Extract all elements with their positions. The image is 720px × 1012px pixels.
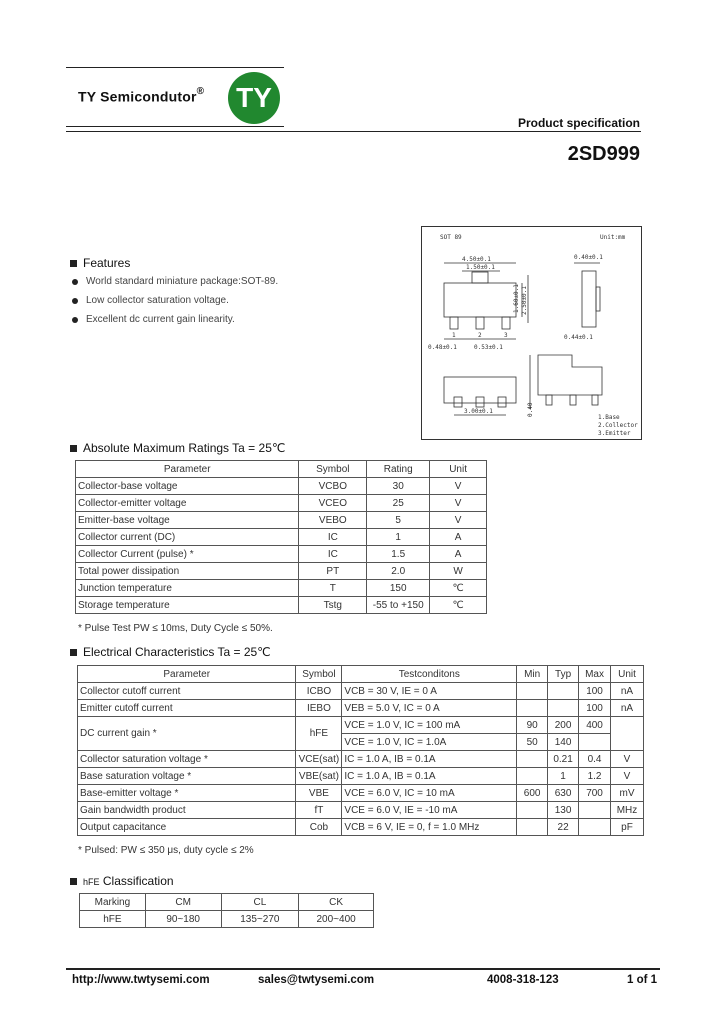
table-cell: 600 [517, 785, 548, 802]
table-header-row [76, 461, 487, 478]
table-cell: 0.21 [548, 751, 579, 768]
company-logo [228, 72, 280, 124]
dim-label: 2.50±0.1 [521, 286, 528, 315]
column-header: Typ [548, 666, 579, 683]
table-cell [517, 700, 548, 717]
column-header: CK [299, 894, 374, 911]
table-cell [517, 802, 548, 819]
feature-text: Low collector saturation voltage. [86, 295, 229, 306]
abs-max-table [75, 460, 487, 614]
table-cell: IC [299, 529, 367, 546]
table-cell [611, 717, 644, 751]
table-cell: ICBO [296, 683, 342, 700]
table-row [80, 911, 374, 928]
table-cell [548, 700, 579, 717]
table-row [78, 819, 644, 836]
table-row [76, 563, 487, 580]
table-cell: VEBO [299, 512, 367, 529]
table-cell: Junction temperature [76, 580, 299, 597]
table-cell: MHz [611, 802, 644, 819]
table-cell: PT [299, 563, 367, 580]
table-cell: Tstg [299, 597, 367, 614]
dim-label: 0.40 [527, 402, 534, 417]
bullet-icon [72, 279, 78, 285]
table-row [78, 683, 644, 700]
table-cell: A [430, 529, 487, 546]
table-cell: 200 [548, 717, 579, 734]
table-cell: T [299, 580, 367, 597]
table-cell: Gain bandwidth product [78, 802, 296, 819]
table-cell: 5 [367, 512, 430, 529]
table-cell: IC [299, 546, 367, 563]
table-cell: 100 [579, 700, 611, 717]
package-name: SOT 89 [440, 234, 462, 241]
table-row [78, 717, 644, 734]
table-cell: V [611, 751, 644, 768]
page-number: 1 of 1 [627, 974, 658, 986]
table-cell: pF [611, 819, 644, 836]
table-row [76, 478, 487, 495]
table-cell: DC current gain * [78, 717, 296, 751]
hfe-title-prefix: hFE [83, 877, 100, 887]
column-header: CL [221, 894, 299, 911]
table-cell: 30 [367, 478, 430, 495]
package-unit: Unit:mm [600, 234, 626, 241]
header-top-rule [66, 67, 284, 68]
table-cell: VBE [296, 785, 342, 802]
square-bullet-icon [70, 878, 77, 885]
table-cell: 2.0 [367, 563, 430, 580]
company-name-text: TY Semicondutor [78, 88, 197, 105]
table-row [76, 495, 487, 512]
table-cell: mV [611, 785, 644, 802]
table-header-row [78, 666, 644, 683]
table-cell: Emitter-base voltage [76, 512, 299, 529]
table-cell: Collector saturation voltage * [78, 751, 296, 768]
table-cell: Cob [296, 819, 342, 836]
table-cell: 1.2 [579, 768, 611, 785]
table-cell: Total power dissipation [76, 563, 299, 580]
table-row [76, 546, 487, 563]
table-cell: Collector-emitter voltage [76, 495, 299, 512]
product-spec-label: Product specification [517, 116, 640, 130]
package-outline-svg [422, 227, 643, 441]
table-cell: VCEO [299, 495, 367, 512]
hfe-title-wrap [83, 874, 174, 888]
table-cell: VCE = 1.0 V, IC = 100 mA [342, 717, 517, 734]
pin-label: 2.Collector [598, 422, 638, 429]
registered-mark: ® [196, 86, 205, 97]
table-cell [517, 751, 548, 768]
table-cell: 135~270 [221, 911, 299, 928]
table-row [78, 751, 644, 768]
table-cell: hFE [296, 717, 342, 751]
table-cell: 1.5 [367, 546, 430, 563]
table-cell: 50 [517, 734, 548, 751]
table-row [76, 580, 487, 597]
table-cell: 150 [367, 580, 430, 597]
abs-max-note: * Pulse Test PW ≤ 10ms, Duty Cycle ≤ 50%. [78, 623, 273, 634]
table-cell: -55 to +150 [367, 597, 430, 614]
square-bullet-icon [70, 445, 77, 452]
table-cell: 22 [548, 819, 579, 836]
table-cell: 630 [548, 785, 579, 802]
table-cell: 0.4 [579, 751, 611, 768]
abs-max-title: Absolute Maximum Ratings Ta = 25℃ [83, 441, 286, 455]
table-cell: Collector cutoff current [78, 683, 296, 700]
table-row [78, 768, 644, 785]
table-cell: IEBO [296, 700, 342, 717]
elec-char-table [77, 665, 644, 836]
elec-heading [70, 645, 271, 659]
column-header: Unit [430, 461, 487, 478]
table-cell: VCB = 30 V, IE = 0 A [342, 683, 517, 700]
bullet-icon [72, 298, 78, 304]
pin-label: 3.Emitter [598, 430, 631, 437]
column-header: Rating [367, 461, 430, 478]
elec-title: Electrical Characteristics Ta = 25℃ [83, 645, 271, 659]
dim-label: 0.44±0.1 [564, 334, 593, 341]
table-cell: Collector current (DC) [76, 529, 299, 546]
table-cell: 1 [367, 529, 430, 546]
email-link[interactable]: sales@twtysemi.com [258, 974, 375, 986]
bullet-icon [72, 317, 78, 323]
table-cell: VCE = 6.0 V, IE = -10 mA [342, 802, 517, 819]
table-cell: V [611, 768, 644, 785]
dim-label: 0.48±0.1 [428, 344, 457, 351]
table-cell [548, 683, 579, 700]
table-cell: ℃ [430, 580, 487, 597]
table-cell: 25 [367, 495, 430, 512]
table-cell: Base saturation voltage * [78, 768, 296, 785]
table-cell: 700 [579, 785, 611, 802]
column-header: Unit [611, 666, 644, 683]
table-row [76, 529, 487, 546]
pin-label: 1.Base [598, 414, 620, 421]
pin-number: 2 [478, 332, 482, 339]
table-cell: fT [296, 802, 342, 819]
table-row [78, 802, 644, 819]
column-header: Testconditons [342, 666, 517, 683]
column-header: Symbol [296, 666, 342, 683]
company-name [78, 88, 204, 105]
table-cell: 400 [579, 717, 611, 734]
table-cell: Emitter cutoff current [78, 700, 296, 717]
column-header: Parameter [76, 461, 299, 478]
table-cell: 90~180 [145, 911, 221, 928]
square-bullet-icon [70, 260, 77, 267]
table-cell: ℃ [430, 597, 487, 614]
table-cell: Output capacitance [78, 819, 296, 836]
table-cell: A [430, 546, 487, 563]
dim-label: 1.50±0.1 [466, 264, 495, 271]
column-header: CM [145, 894, 221, 911]
package-side-view [582, 271, 596, 327]
feature-item [72, 295, 229, 306]
table-cell [579, 802, 611, 819]
table-header-row [80, 894, 374, 911]
table-row [78, 700, 644, 717]
lead-3 [502, 317, 510, 329]
table-row [76, 512, 487, 529]
table-cell: VEB = 5.0 V, IC = 0 A [342, 700, 517, 717]
table-cell: IC = 1.0 A, IB = 0.1A [342, 751, 517, 768]
table-cell: 100 [579, 683, 611, 700]
table-cell: Storage temperature [76, 597, 299, 614]
table-cell [517, 768, 548, 785]
package-body-bottom-view [444, 377, 516, 403]
table-row [78, 785, 644, 802]
table-cell: 130 [548, 802, 579, 819]
feature-item [72, 314, 235, 325]
table-cell: V [430, 495, 487, 512]
table-cell: VCE = 6.0 V, IC = 10 mA [342, 785, 517, 802]
hfe-heading [70, 874, 174, 888]
footer-rule [66, 968, 660, 970]
table-cell: hFE [80, 911, 146, 928]
dim-label: 3.00±0.1 [464, 408, 493, 415]
dim-label: 0.40±0.1 [574, 254, 603, 261]
column-header: Min [517, 666, 548, 683]
header-bottom-rule [66, 126, 284, 127]
column-header: Parameter [78, 666, 296, 683]
table-cell [579, 734, 611, 751]
dim-label: 1.60±0.1 [513, 284, 520, 313]
lead-2 [476, 317, 484, 329]
phone-number: 4008-318-123 [487, 974, 559, 986]
table-cell: 90 [517, 717, 548, 734]
pinout-body [538, 355, 602, 395]
dim-label: 4.50±0.1 [462, 256, 491, 263]
table-cell: VCE = 1.0 V, IC = 1.0A [342, 734, 517, 751]
table-cell: nA [611, 683, 644, 700]
abs-max-heading [70, 441, 285, 455]
column-header: Max [579, 666, 611, 683]
features-title: Features [83, 256, 131, 270]
feature-text: Excellent dc current gain linearity. [86, 314, 235, 325]
package-drawing [421, 226, 642, 440]
package-body-top-view [444, 283, 516, 317]
table-row [76, 597, 487, 614]
table-cell [579, 819, 611, 836]
logo-text: TY [236, 82, 272, 113]
hfe-table [79, 893, 374, 928]
table-cell: IC = 1.0 A, IB = 0.1A [342, 768, 517, 785]
website-link[interactable]: http://www.twtysemi.com [72, 974, 210, 986]
table-cell: VBE(sat) [296, 768, 342, 785]
table-cell: VCB = 6 V, IE = 0, f = 1.0 MHz [342, 819, 517, 836]
table-cell: 1 [548, 768, 579, 785]
table-cell: V [430, 478, 487, 495]
table-cell [517, 819, 548, 836]
features-heading [70, 256, 130, 270]
elec-note: * Pulsed: PW ≤ 350 μs, duty cycle ≤ 2% [78, 845, 254, 856]
pin-number: 3 [504, 332, 508, 339]
column-header: Marking [80, 894, 146, 911]
table-cell: Collector-base voltage [76, 478, 299, 495]
table-cell: Collector Current (pulse) * [76, 546, 299, 563]
table-cell: VCBO [299, 478, 367, 495]
table-cell: V [430, 512, 487, 529]
feature-item [72, 276, 278, 287]
spec-rule [66, 131, 641, 132]
column-header: Symbol [299, 461, 367, 478]
table-cell: Base-emitter voltage * [78, 785, 296, 802]
table-cell: VCE(sat) [296, 751, 342, 768]
collector-tab [472, 272, 488, 283]
table-cell: 200~400 [299, 911, 374, 928]
dim-label: 0.53±0.1 [474, 344, 503, 351]
square-bullet-icon [70, 649, 77, 656]
table-cell: W [430, 563, 487, 580]
part-number: 2SD999 [567, 143, 640, 165]
hfe-title: Classification [102, 874, 174, 888]
lead-1 [450, 317, 458, 329]
table-cell: 140 [548, 734, 579, 751]
feature-text: World standard miniature package:SOT-89. [86, 276, 279, 287]
table-cell [517, 683, 548, 700]
pin-number: 1 [452, 332, 456, 339]
table-cell: nA [611, 700, 644, 717]
